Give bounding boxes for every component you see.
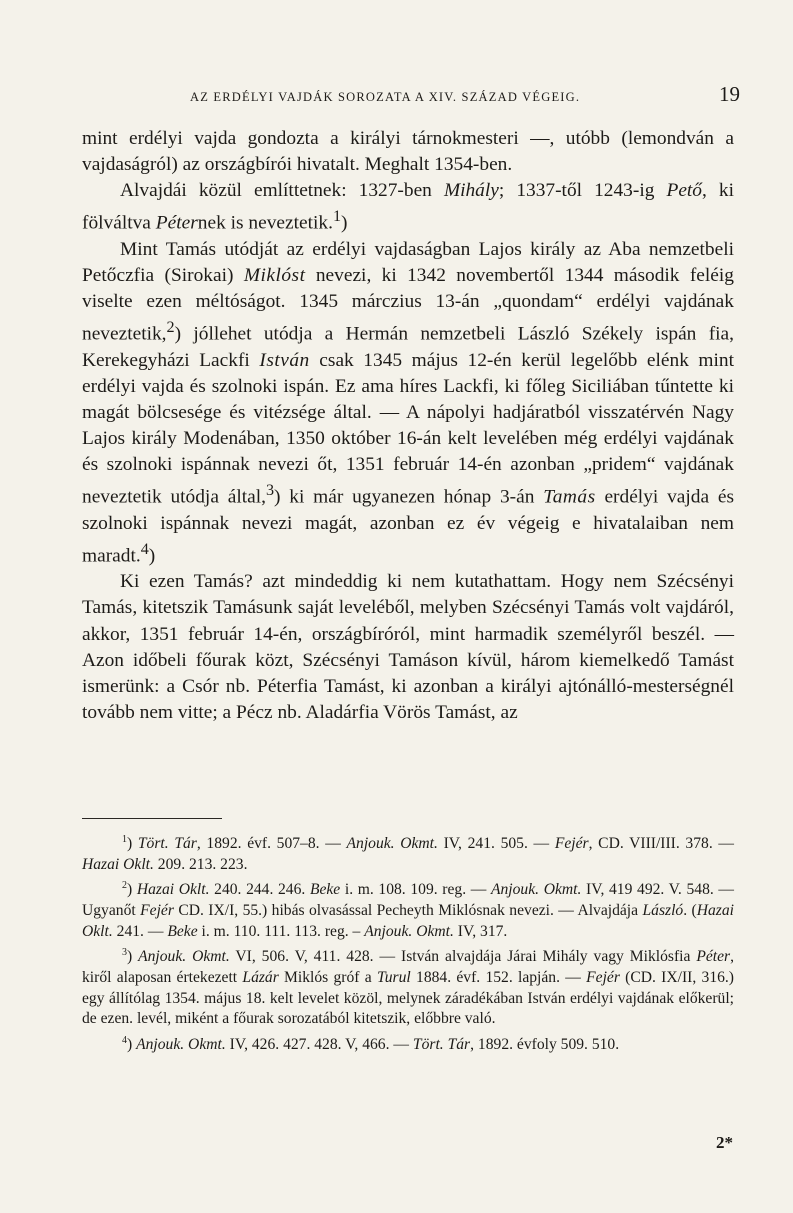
paragraph-4: Ki ezen Tamás? azt mindeddig ki nem kutathattam. Hogy nem Szécsényi Tamás, kitetszik Tamásunk saját leveléből, melyben Szécsényi Tamás volt vajdáról, akkor, 1351 február 14-én, országbíróról, mint harmadik személyről beszél. — Azon időbeli főurak közt, Szécsényi Tamáson kívül, három kiemelkedő Tamást ismerünk: a Csór nb. Péterfia Tamást, ki azonban a királyi ajtónálló-mesterségnél tovább nem vitte; a Pécz nb. Aladárfia Vörös Tamást, az <box>82 571 734 723</box>
running-title: AZ ERDÉLYI VAJDÁK SOROZATA A XIV. SZÁZAD VÉGEIG. <box>190 90 581 104</box>
name-mihaly: Mihály <box>443 180 499 202</box>
footnote-1: $^1$) Tört. Tár, 1892. évf. 507–8. — Anjouk. Okmt. IV, 241. 505. — Fejér, CD. VIII/III. 378. — Hazai Oklt. 209. 213. 223. <box>82 834 734 873</box>
footnote-ref-3: 3 <box>265 482 275 500</box>
name-miklost: Miklóst <box>243 264 306 286</box>
name-tamas: Tamás <box>543 486 596 508</box>
name-peter: Péter <box>155 212 198 234</box>
main-text <box>82 126 734 726</box>
footnote-ref-1: 1 <box>332 208 342 226</box>
footnotes <box>82 830 734 1057</box>
paragraph-1: mint erdélyi vajda gondozta a királyi tárnokmesteri —, utóbb (lemondván a vajdaságról) az országbírói hivatalt. Meghalt 1354-ben. <box>82 128 734 176</box>
footnote-divider <box>82 818 222 819</box>
name-peto: Pető <box>666 180 703 202</box>
footnote-ref-2: 2 <box>166 319 175 337</box>
footnote-ref-4: 4 <box>140 540 149 558</box>
footnote-4: $^4$) Anjouk. Okmt. IV, 426. 427. 428. V, 466. — Tört. Tár, 1892. évfoly 509. 510. <box>122 1034 620 1054</box>
page-number: 19 <box>719 82 740 106</box>
page-header <box>82 82 740 110</box>
paragraph-3: Mint Tamás utódját az erdélyi vajdaságban Lajos király az Aba nemzetbeli Petőczfia (Sirokai) Miklóst nevezi, ki 1342 novembertől 1344 második feléig viselte ezen méltóságot. 1345 márczius 13-án „quondam“ erdélyi vajdának neveztetik,$^2$) jóllehet utódja a Hermán nemzetbeli László Székely ispán fia, Kerekegyházi Lackfi István csak 1345 május 12-én kerül legelőbb elénk mint erdélyi vajda és szolnoki ispán. Ez ama híres Lackfi, ki főleg Siciliában tűntette ki magát bölcsesége és vitézsége által. — A nápolyi hadjáratból visszatérvén Nagy Lajos király Modenában, 1350 október 16-án kelt levelében még erdélyi vajdának és szolnoki ispánnak nevezi őt, 1351 február 14-én azonban „pridem“ vajdának neveztetik utódja által,$^3$) ki már ugyanezen hónap 3-án Tamás erdélyi vajda és szolnoki ispánnak nevezi magát, azonban ez év végeig e hivatalaiban nem maradt.$^4$) <box>82 238 734 567</box>
name-istvan: István <box>259 349 310 371</box>
paragraph-2: Alvajdái közül említtetnek: 1327-ben Mihály; 1337-től 1243-ig Pető, ki fölváltva Péternek is neveztetik.$^1$) <box>82 180 735 234</box>
footnote-2: $^2$) Hazai Oklt. 240. 244. 246. Beke i. m. 108. 109. reg. — Anjouk. Okmt. IV, 419 492. V. 548. — Ugyanőt Fejér CD. IX/I, 55.) hibás olvasással Pecheyth Miklósnak nevezi. — Alvajdája László. (Hazai Oklt. 241. — Beke i. m. 110. 111. 113. reg. – Anjouk. Okmt. IV, 317. <box>82 880 734 940</box>
footnote-3: $^3$) Anjouk. Okmt. VI, 506. V, 411. 428. — István alvajdája Járai Mihály vagy Miklósfia Péter, kiről alaposan értekezett Lázár Miklós gróf a Turul 1884. évf. 152. lapján. — Fejér (CD. IX/II, 316.) egy állítólag 1354. május 18. kelt levelet közöl, melynek záradékában István erdélyi vajdának előkerül; de ezen. levél, miként a főurak sorozatából kitetszik, előbbre való. <box>82 947 735 1028</box>
signature-mark: 2* <box>716 1133 733 1152</box>
